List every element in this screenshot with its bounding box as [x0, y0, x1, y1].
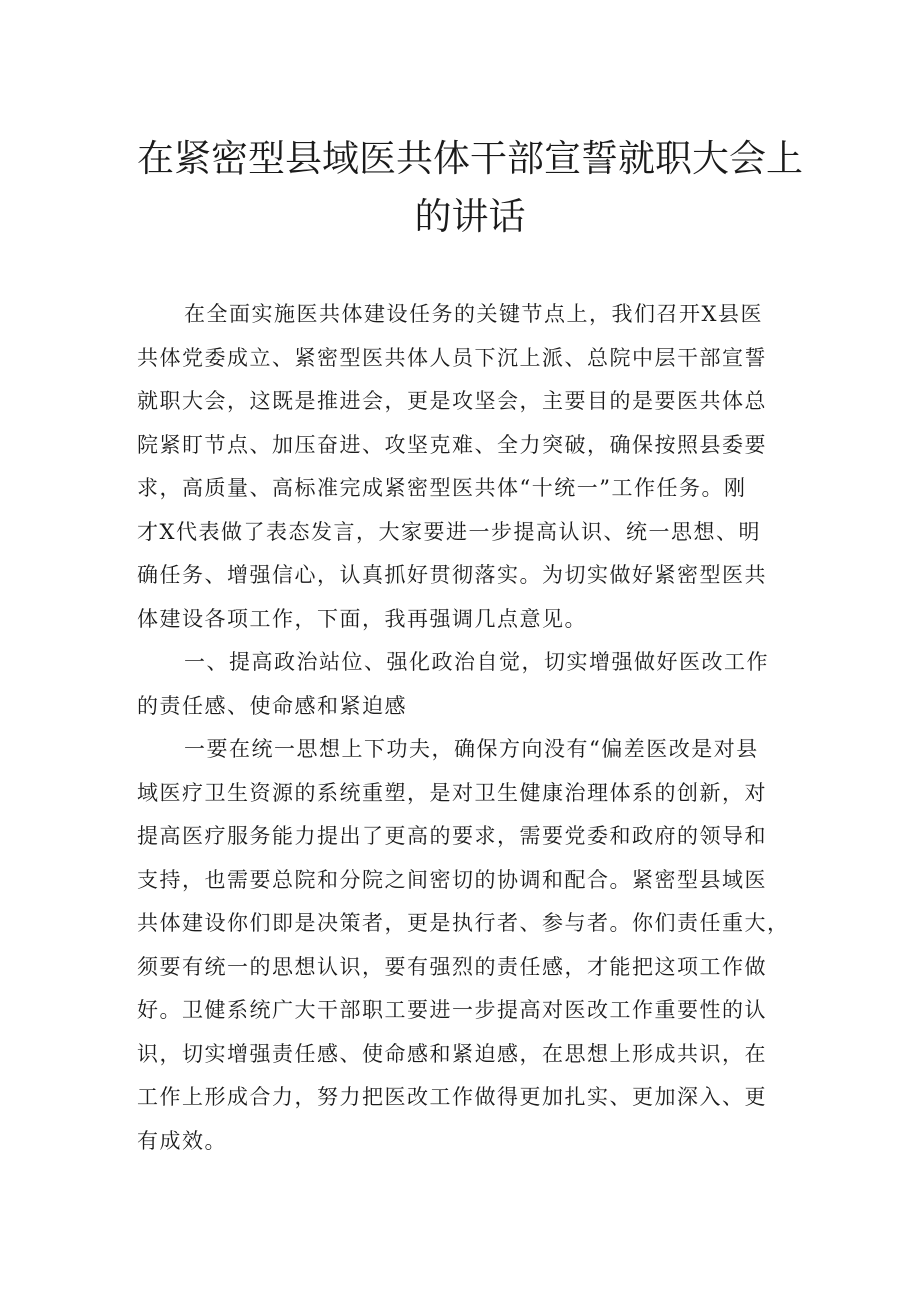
paragraph-line: 就职大会，这既是推进会，更是攻坚会，主要目的是要医共体总 — [137, 389, 767, 413]
document-body — [137, 293, 797, 1163]
paragraph-line: 在全面实施医共体建设任务的关键节点上，我们召开X县医 — [184, 302, 763, 326]
paragraph-line: 支持，也需要总院和分院之间密切的协调和配合。紧密型县域医 — [137, 867, 767, 892]
paragraph-line: 工作上形成合力，努力把医改工作做得更加扎实、更加深入、更 — [137, 1085, 767, 1109]
paragraph-line: 体建设各项工作，下面，我再强调几点意见。 — [137, 606, 587, 631]
page-title — [120, 130, 820, 246]
paragraph-line: 有成效。 — [137, 1128, 227, 1153]
paragraph-line: 提高医疗服务能力提出了更高的要求，需要党委和政府的领导和 — [137, 824, 767, 848]
paragraph-line: 识，切实增强责任感、使命感和紧迫感，在思想上形成共识，在 — [137, 1041, 767, 1066]
title-line-2: 的讲话 — [414, 195, 526, 238]
section-heading-line: 的责任感、使命感和紧迫感 — [137, 693, 407, 718]
section-heading-line: 一、提高政治站位、强化政治自觉，切实增强做好医改工作 — [184, 650, 769, 674]
paragraph-line: 确任务、增强信心，认真抓好贯彻落实。为切实做好紧密型医共 — [137, 563, 767, 587]
paragraph-line: 共体党委成立、紧密型医共体人员下沉上派、总院中层干部宣誓 — [137, 345, 767, 370]
paragraph-line: 域医疗卫生资源的系统重塑，是对卫生健康治理体系的创新，对 — [137, 780, 767, 805]
title-line-1: 在紧密型县域医共体干部宣誓就职大会上 — [137, 137, 803, 180]
paragraph-line: 才X代表做了表态发言，大家要进一步提高认识、统一思想、明 — [137, 519, 761, 544]
paragraph-line: 好。卫健系统广大干部职工要进一步提高对医改工作重要性的认 — [137, 998, 767, 1022]
paragraph-line: 须要有统一的思想认识，要有强烈的责任感，才能把这项工作做 — [137, 954, 767, 979]
paragraph-line: 求，高质量、高标准完成紧密型医共体“十统一”工作任务。刚 — [137, 476, 747, 500]
paragraph-line: 共体建设你们即是决策者，更是执行者、参与者。你们责任重大， — [137, 911, 790, 935]
paragraph-line: 一要在统一思想上下功夫，确保方向没有“偏差医改是对县 — [184, 737, 759, 761]
paragraph-line: 院紧盯节点、加压奋进、攻坚克难、全力突破，确保按照县委要 — [137, 432, 767, 457]
